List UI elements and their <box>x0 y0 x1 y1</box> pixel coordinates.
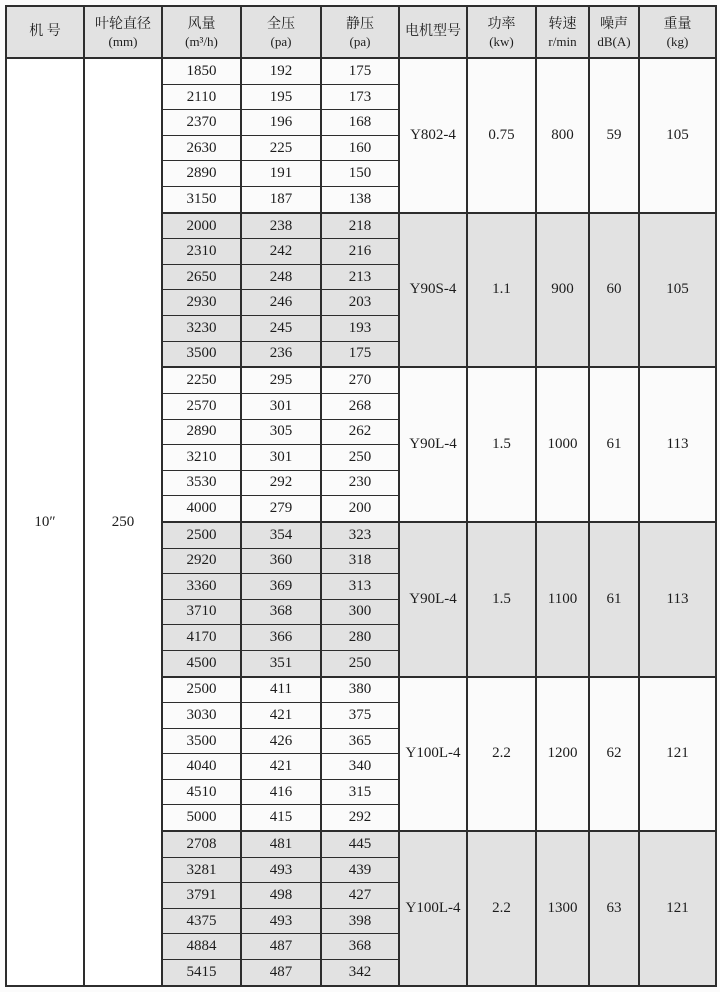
cell-motor-model: Y802-4 <box>399 58 467 213</box>
col-header-sub: (kg) <box>666 33 689 49</box>
cell-total-pressure: 248 <box>241 264 321 290</box>
cell-total-pressure: 493 <box>241 857 321 883</box>
cell-weight: 121 <box>639 677 716 832</box>
col-header-label: 静压 <box>346 16 374 32</box>
cell-air-volume: 5000 <box>162 805 241 831</box>
cell-speed: 1100 <box>536 522 589 677</box>
cell-total-pressure: 191 <box>241 161 321 187</box>
col-header-power <box>467 6 536 58</box>
cell-air-volume: 2570 <box>162 394 241 420</box>
cell-speed: 800 <box>536 58 589 213</box>
cell-power: 0.75 <box>467 58 536 213</box>
cell-air-volume: 4884 <box>162 934 241 960</box>
cell-static-pressure: 439 <box>321 857 399 883</box>
cell-air-volume: 4375 <box>162 908 241 934</box>
cell-total-pressure: 415 <box>241 805 321 831</box>
cell-static-pressure: 292 <box>321 805 399 831</box>
cell-power: 2.2 <box>467 677 536 832</box>
col-header-air-volume <box>162 6 241 58</box>
cell-static-pressure: 300 <box>321 599 399 625</box>
cell-static-pressure: 175 <box>321 341 399 367</box>
cell-air-volume: 4000 <box>162 496 241 522</box>
cell-air-volume: 4500 <box>162 650 241 676</box>
cell-total-pressure: 196 <box>241 110 321 136</box>
cell-total-pressure: 369 <box>241 574 321 600</box>
col-header-label: 转速 <box>548 16 577 32</box>
fan-spec-table <box>5 5 717 987</box>
cell-total-pressure: 411 <box>241 677 321 703</box>
cell-static-pressure: 230 <box>321 470 399 496</box>
cell-weight: 121 <box>639 831 716 986</box>
cell-speed: 1200 <box>536 677 589 832</box>
cell-static-pressure: 318 <box>321 548 399 574</box>
cell-air-volume: 2630 <box>162 135 241 161</box>
cell-weight: 105 <box>639 213 716 368</box>
cell-static-pressure: 175 <box>321 58 399 84</box>
cell-total-pressure: 245 <box>241 315 321 341</box>
cell-total-pressure: 426 <box>241 728 321 754</box>
cell-motor-model: Y90L-4 <box>399 522 467 677</box>
cell-total-pressure: 493 <box>241 908 321 934</box>
cell-static-pressure: 380 <box>321 677 399 703</box>
cell-air-volume: 4040 <box>162 754 241 780</box>
cell-static-pressure: 313 <box>321 574 399 600</box>
cell-air-volume: 2650 <box>162 264 241 290</box>
cell-total-pressure: 187 <box>241 186 321 212</box>
cell-air-volume: 2890 <box>162 161 241 187</box>
cell-noise: 61 <box>589 367 639 522</box>
cell-static-pressure: 268 <box>321 394 399 420</box>
cell-air-volume: 2500 <box>162 677 241 703</box>
cell-weight: 113 <box>639 522 716 677</box>
col-header-machine-no <box>6 6 84 58</box>
col-header-label: 风量 <box>187 16 216 32</box>
cell-static-pressure: 342 <box>321 960 399 987</box>
cell-motor-model: Y100L-4 <box>399 677 467 832</box>
cell-air-volume: 4510 <box>162 779 241 805</box>
cell-air-volume: 2310 <box>162 239 241 265</box>
cell-air-volume: 2250 <box>162 367 241 393</box>
cell-static-pressure: 250 <box>321 445 399 471</box>
cell-air-volume: 3530 <box>162 470 241 496</box>
col-header-static-pressure <box>321 6 399 58</box>
cell-power: 2.2 <box>467 831 536 986</box>
cell-static-pressure: 200 <box>321 496 399 522</box>
cell-total-pressure: 421 <box>241 754 321 780</box>
cell-air-volume: 2930 <box>162 290 241 316</box>
spec-table-body <box>6 58 716 986</box>
cell-air-volume: 3500 <box>162 728 241 754</box>
cell-static-pressure: 323 <box>321 522 399 548</box>
cell-impeller-diameter: 250 <box>84 58 162 986</box>
cell-static-pressure: 216 <box>321 239 399 265</box>
spec-row <box>6 58 716 84</box>
col-header-motor-model <box>399 6 467 58</box>
col-header-sub: (mm) <box>108 33 138 49</box>
cell-power: 1.1 <box>467 213 536 368</box>
cell-motor-model: Y100L-4 <box>399 831 467 986</box>
header-row <box>6 6 716 58</box>
cell-static-pressure: 173 <box>321 84 399 110</box>
cell-total-pressure: 195 <box>241 84 321 110</box>
cell-total-pressure: 295 <box>241 367 321 393</box>
col-header-label: 电机型号 <box>405 24 461 39</box>
cell-static-pressure: 365 <box>321 728 399 754</box>
cell-air-volume: 2890 <box>162 419 241 445</box>
col-header-label: 机 号 <box>29 24 61 39</box>
cell-static-pressure: 168 <box>321 110 399 136</box>
col-header-sub: r/min <box>548 33 577 49</box>
cell-total-pressure: 351 <box>241 650 321 676</box>
cell-static-pressure: 280 <box>321 625 399 651</box>
cell-static-pressure: 213 <box>321 264 399 290</box>
cell-static-pressure: 250 <box>321 650 399 676</box>
cell-static-pressure: 270 <box>321 367 399 393</box>
cell-static-pressure: 203 <box>321 290 399 316</box>
cell-air-volume: 3230 <box>162 315 241 341</box>
cell-air-volume: 2500 <box>162 522 241 548</box>
cell-total-pressure: 225 <box>241 135 321 161</box>
cell-air-volume: 3281 <box>162 857 241 883</box>
col-header-speed <box>536 6 589 58</box>
cell-air-volume: 2370 <box>162 110 241 136</box>
cell-total-pressure: 301 <box>241 394 321 420</box>
col-header-sub: (kw) <box>489 33 514 49</box>
cell-static-pressure: 262 <box>321 419 399 445</box>
col-header-label: 功率 <box>487 16 516 32</box>
cell-total-pressure: 487 <box>241 960 321 987</box>
cell-total-pressure: 292 <box>241 470 321 496</box>
cell-total-pressure: 279 <box>241 496 321 522</box>
cell-static-pressure: 375 <box>321 703 399 729</box>
cell-air-volume: 2110 <box>162 84 241 110</box>
cell-total-pressure: 416 <box>241 779 321 805</box>
cell-static-pressure: 150 <box>321 161 399 187</box>
cell-speed: 1000 <box>536 367 589 522</box>
cell-static-pressure: 368 <box>321 934 399 960</box>
cell-static-pressure: 427 <box>321 883 399 909</box>
cell-total-pressure: 301 <box>241 445 321 471</box>
cell-air-volume: 3030 <box>162 703 241 729</box>
col-header-label: 全压 <box>267 16 295 32</box>
cell-noise: 60 <box>589 213 639 368</box>
col-header-sub: (pa) <box>349 33 371 49</box>
col-header-impeller-diameter <box>84 6 162 58</box>
cell-speed: 900 <box>536 213 589 368</box>
cell-total-pressure: 487 <box>241 934 321 960</box>
col-header-label: 噪声 <box>600 16 628 32</box>
cell-static-pressure: 218 <box>321 213 399 239</box>
cell-weight: 105 <box>639 58 716 213</box>
cell-static-pressure: 193 <box>321 315 399 341</box>
cell-air-volume: 5415 <box>162 960 241 987</box>
cell-static-pressure: 138 <box>321 186 399 212</box>
cell-noise: 62 <box>589 677 639 832</box>
cell-static-pressure: 398 <box>321 908 399 934</box>
cell-air-volume: 4170 <box>162 625 241 651</box>
cell-air-volume: 2000 <box>162 213 241 239</box>
col-header-sub: (m³/h) <box>185 33 218 49</box>
spec-table-header <box>6 6 716 58</box>
cell-machine-no: 10″ <box>6 58 84 986</box>
col-header-total-pressure <box>241 6 321 58</box>
col-header-noise <box>589 6 639 58</box>
cell-total-pressure: 305 <box>241 419 321 445</box>
cell-motor-model: Y90L-4 <box>399 367 467 522</box>
col-header-label: 重量 <box>663 16 692 32</box>
cell-air-volume: 3210 <box>162 445 241 471</box>
cell-air-volume: 3500 <box>162 341 241 367</box>
cell-speed: 1300 <box>536 831 589 986</box>
cell-total-pressure: 421 <box>241 703 321 729</box>
cell-static-pressure: 315 <box>321 779 399 805</box>
cell-total-pressure: 242 <box>241 239 321 265</box>
cell-total-pressure: 246 <box>241 290 321 316</box>
cell-air-volume: 3150 <box>162 186 241 212</box>
cell-air-volume: 3710 <box>162 599 241 625</box>
cell-total-pressure: 238 <box>241 213 321 239</box>
col-header-sub: (pa) <box>270 33 292 49</box>
cell-power: 1.5 <box>467 367 536 522</box>
cell-total-pressure: 366 <box>241 625 321 651</box>
cell-air-volume: 2920 <box>162 548 241 574</box>
cell-air-volume: 3791 <box>162 883 241 909</box>
cell-total-pressure: 236 <box>241 341 321 367</box>
col-header-sub: dB(A) <box>597 33 631 49</box>
cell-total-pressure: 368 <box>241 599 321 625</box>
cell-noise: 63 <box>589 831 639 986</box>
cell-air-volume: 1850 <box>162 58 241 84</box>
col-header-label: 叶轮直径 <box>95 16 151 32</box>
col-header-weight <box>639 6 716 58</box>
cell-total-pressure: 360 <box>241 548 321 574</box>
cell-total-pressure: 481 <box>241 831 321 857</box>
cell-power: 1.5 <box>467 522 536 677</box>
cell-noise: 61 <box>589 522 639 677</box>
cell-air-volume: 3360 <box>162 574 241 600</box>
cell-total-pressure: 354 <box>241 522 321 548</box>
cell-total-pressure: 192 <box>241 58 321 84</box>
cell-static-pressure: 445 <box>321 831 399 857</box>
cell-static-pressure: 160 <box>321 135 399 161</box>
cell-static-pressure: 340 <box>321 754 399 780</box>
cell-total-pressure: 498 <box>241 883 321 909</box>
cell-air-volume: 2708 <box>162 831 241 857</box>
cell-weight: 113 <box>639 367 716 522</box>
cell-motor-model: Y90S-4 <box>399 213 467 368</box>
cell-noise: 59 <box>589 58 639 213</box>
